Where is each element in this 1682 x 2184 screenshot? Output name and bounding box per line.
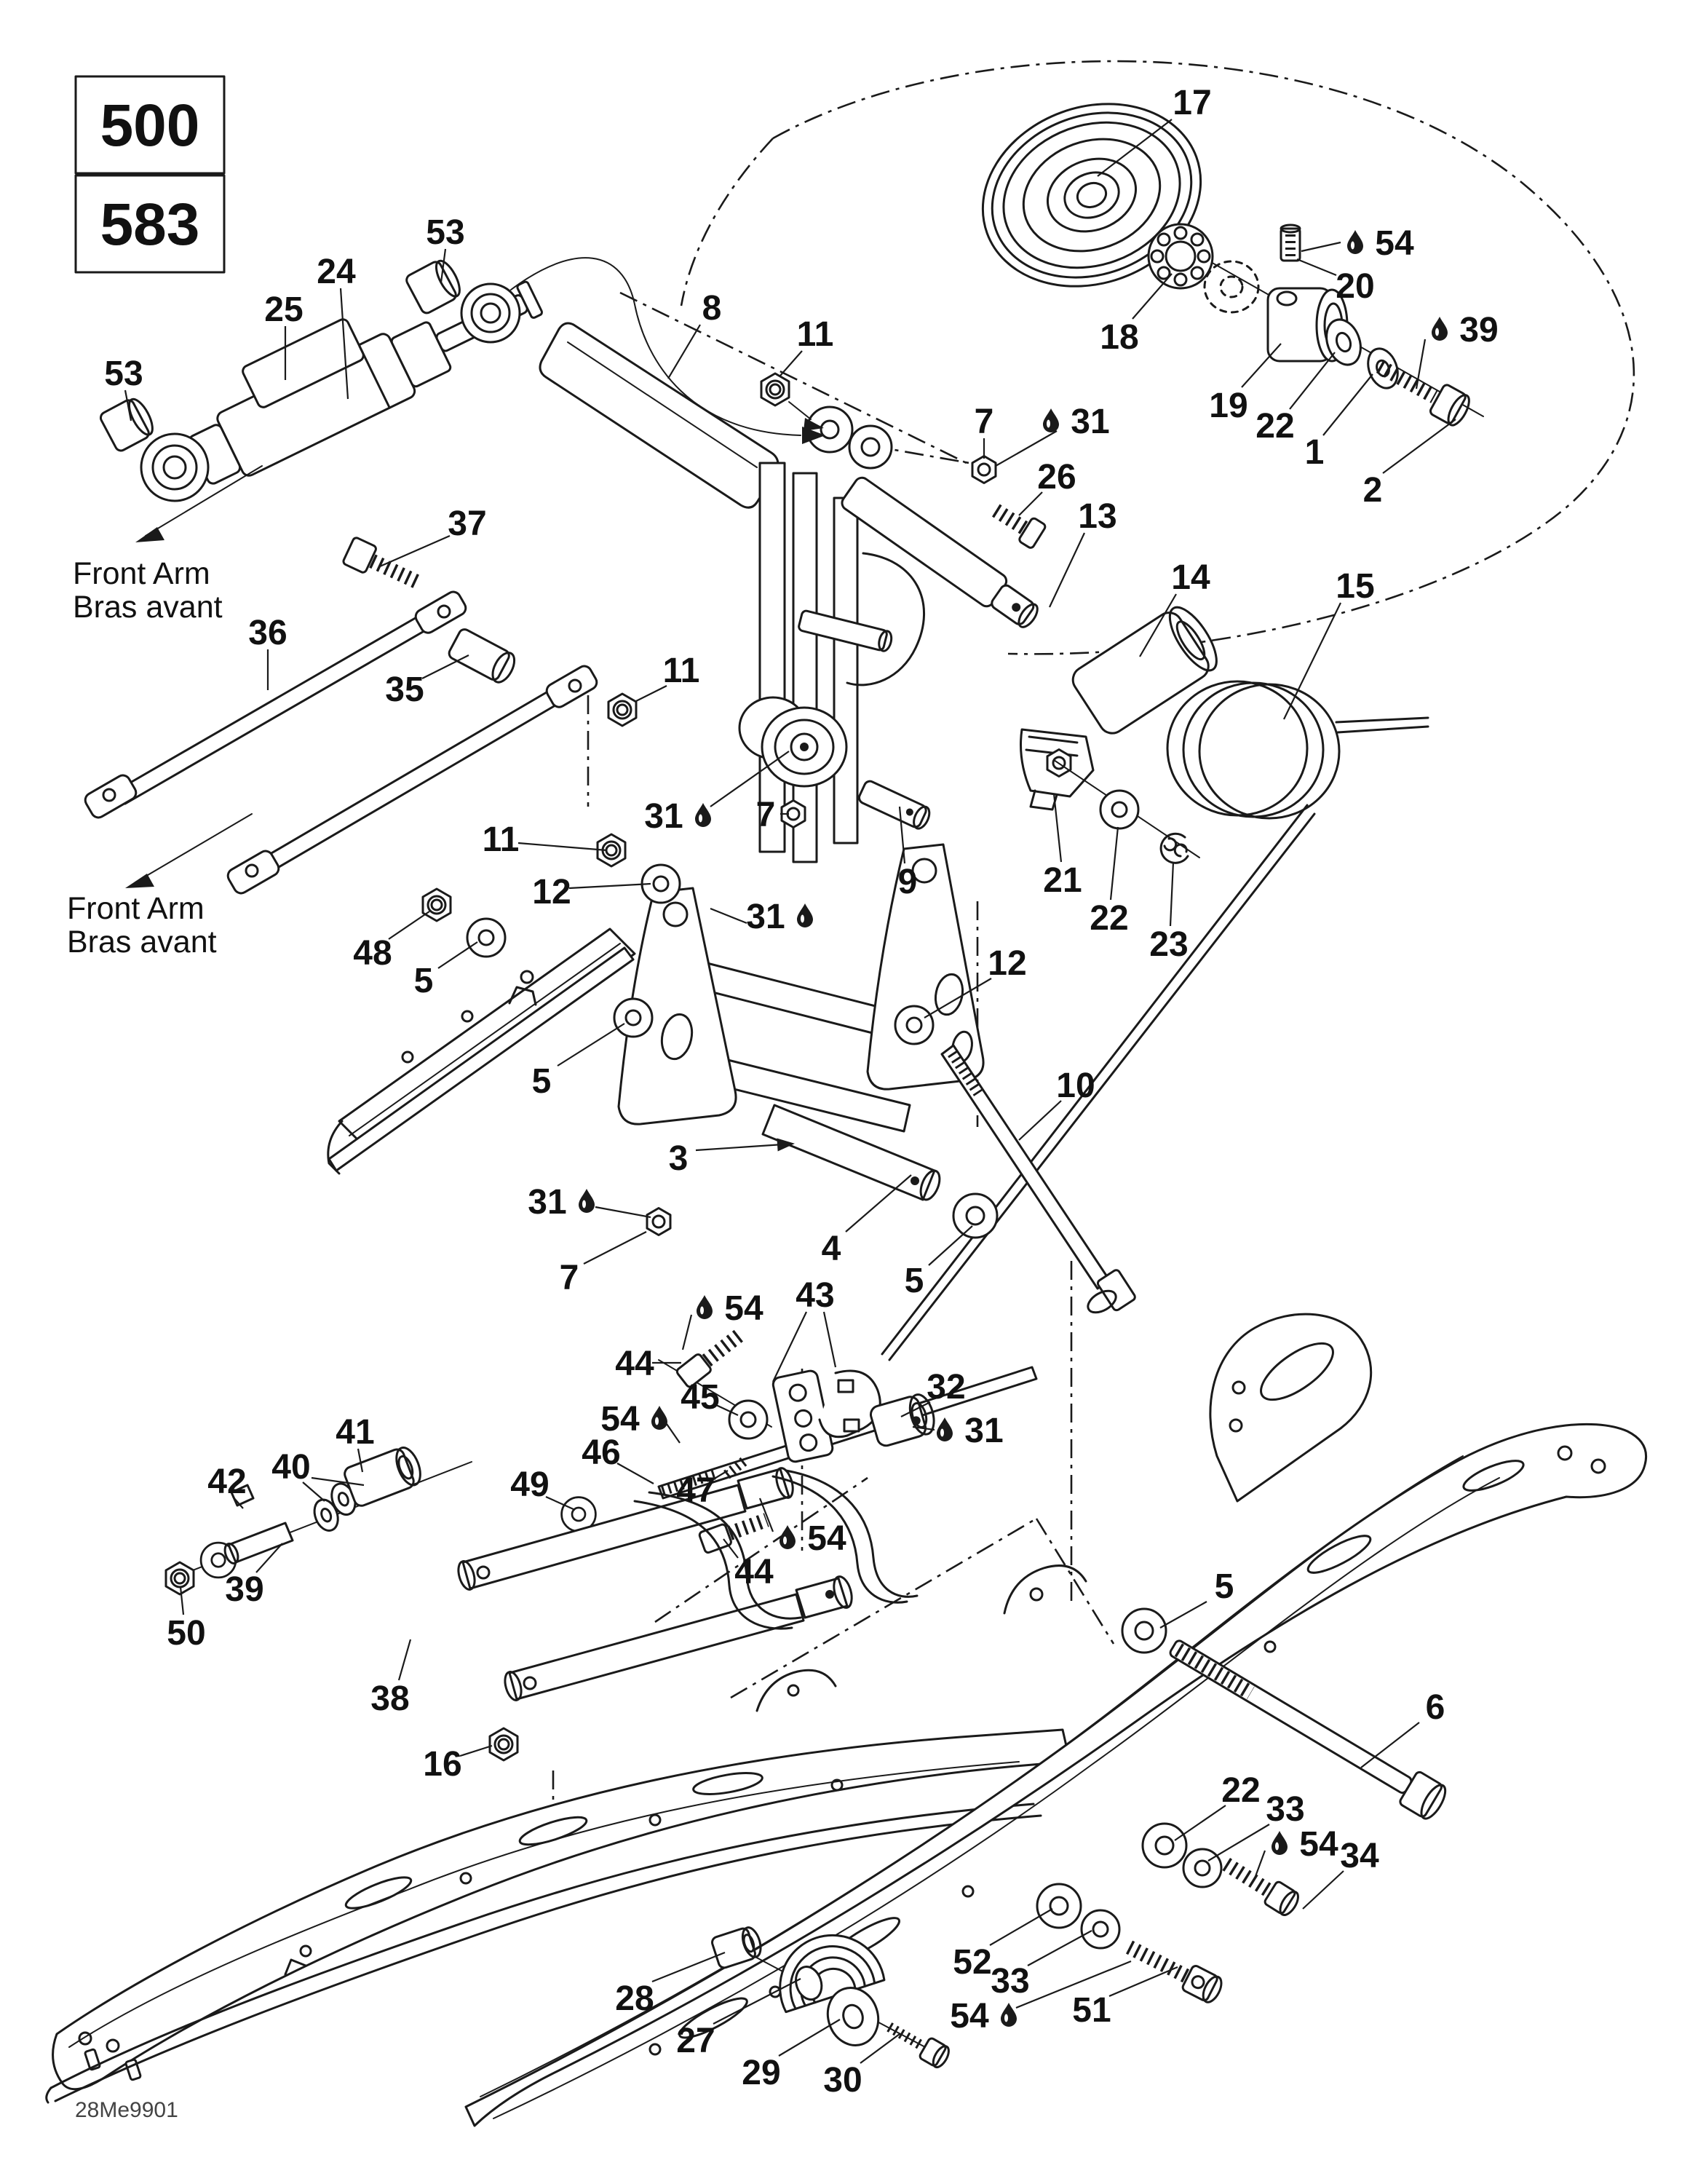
- callout-37: 37: [448, 505, 487, 543]
- leader-line-33: [1028, 1931, 1092, 1966]
- bushing-53-upper: [405, 256, 465, 315]
- callout-31: 31: [964, 1412, 1004, 1450]
- callout-52: 52: [953, 1943, 992, 1982]
- washer-22-mid: [1100, 791, 1138, 828]
- callout-6: 6: [1425, 1688, 1445, 1727]
- leader-line-35: [422, 655, 469, 678]
- oil-drop-icon: [579, 1189, 595, 1213]
- leader-line-1: [1323, 374, 1373, 435]
- front-arm-note1-fr: Bras avant: [73, 590, 223, 625]
- callout-27: 27: [676, 2022, 715, 2060]
- callout-28: 28: [615, 1979, 654, 2018]
- bearing-18: [1149, 224, 1213, 288]
- oil-drop-icon: [1432, 317, 1448, 341]
- callout-7: 7: [559, 1259, 579, 1297]
- leader-line-54: [683, 1315, 691, 1350]
- leader-line-15: [1284, 603, 1341, 719]
- callout-31: 31: [746, 898, 785, 936]
- oil-drop-icon: [1272, 1831, 1288, 1855]
- leader-line-12: [569, 884, 651, 888]
- leader-line-43: [824, 1312, 836, 1367]
- set-screw-20: [1281, 225, 1300, 261]
- screw-30: [884, 2017, 952, 2070]
- callout-12: 12: [532, 873, 571, 911]
- oil-drop-icon: [1001, 2003, 1017, 2027]
- callout-39: 39: [1459, 311, 1499, 349]
- callout-33: 33: [991, 1962, 1030, 2001]
- leader-line-2: [1383, 419, 1456, 473]
- oil-drop-icon: [937, 1417, 953, 1441]
- oil-drop-icon: [697, 1295, 713, 1319]
- callout-54: 54: [600, 1400, 640, 1439]
- leader-line-11: [780, 351, 802, 376]
- callout-7: 7: [974, 403, 994, 441]
- callout-54: 54: [807, 1519, 846, 1558]
- leader-line-11: [518, 843, 607, 850]
- callout-11: 11: [662, 652, 700, 690]
- callout-43: 43: [796, 1276, 835, 1315]
- callout-5: 5: [413, 962, 434, 1000]
- callout-34: 34: [1340, 1837, 1379, 1875]
- callout-38: 38: [370, 1679, 410, 1718]
- callout-51: 51: [1072, 1991, 1111, 2030]
- bolt-6: [1164, 1631, 1450, 1822]
- leader-line-5: [1160, 1602, 1207, 1628]
- callout-54: 54: [950, 1997, 989, 2035]
- bushing-41: [343, 1444, 425, 1508]
- callout-54: 54: [724, 1289, 763, 1328]
- leader-line-5: [558, 1024, 624, 1066]
- callout-40: 40: [271, 1448, 311, 1487]
- callout-21: 21: [1043, 861, 1082, 900]
- callout-44: 44: [615, 1345, 654, 1383]
- grommet-16: [490, 1728, 517, 1760]
- callout-54: 54: [1299, 1825, 1338, 1864]
- front-arm-note1-en: Front Arm: [73, 556, 210, 591]
- callout-45: 45: [681, 1378, 720, 1417]
- badge-583: 583: [100, 191, 200, 258]
- callout-5: 5: [904, 1262, 924, 1300]
- callout-31: 31: [1071, 403, 1110, 441]
- washer-5a: [467, 919, 505, 957]
- callout-48: 48: [353, 934, 392, 973]
- front-arm-note2-en: Front Arm: [67, 891, 205, 926]
- callout-14: 14: [1171, 558, 1210, 597]
- oil-drop-icon: [651, 1406, 667, 1430]
- callout-13: 13: [1078, 497, 1117, 536]
- bushing-35: [447, 628, 518, 686]
- clamp-half-hole: [838, 1380, 853, 1392]
- callout-17: 17: [1173, 84, 1212, 122]
- washer-5c: [953, 1194, 997, 1238]
- leader-line-19: [1242, 344, 1281, 387]
- oil-drop-icon: [1347, 230, 1363, 254]
- callout-19: 19: [1209, 387, 1248, 425]
- oil-drop-icon: [1043, 408, 1059, 432]
- callout-12: 12: [988, 944, 1027, 983]
- leader-line-6: [1361, 1722, 1419, 1768]
- leader-line-48: [389, 911, 429, 939]
- callout-33: 33: [1266, 1790, 1305, 1829]
- callout-11: 11: [796, 315, 834, 354]
- callout-9: 9: [897, 863, 918, 901]
- tensioner-21: [1021, 729, 1094, 810]
- leader-line-33: [1208, 1824, 1269, 1861]
- callout-1: 1: [1304, 433, 1325, 472]
- callout-49: 49: [510, 1465, 550, 1504]
- leader-line-21: [1054, 794, 1061, 862]
- callout-10: 10: [1056, 1067, 1095, 1105]
- rubber-stop-14: [1068, 600, 1226, 738]
- washer-5-rear: [1122, 1609, 1166, 1653]
- callout-31: 31: [644, 797, 683, 836]
- callout-25: 25: [264, 290, 304, 329]
- bolt-37: [342, 537, 424, 596]
- leader-line-54: [667, 1424, 680, 1443]
- oil-drop-icon: [695, 803, 711, 827]
- leader-line-5: [438, 942, 477, 968]
- callout-3: 3: [668, 1139, 689, 1178]
- leader-line-3: [696, 1144, 783, 1150]
- callout-22: 22: [1255, 407, 1295, 446]
- callout-42: 42: [207, 1463, 247, 1501]
- washer-22-rear: [1143, 1824, 1186, 1867]
- callout-44: 44: [734, 1553, 774, 1591]
- nut-11-mid: [608, 694, 636, 726]
- callout-11: 11: [482, 820, 520, 859]
- leader-line-22: [1175, 1805, 1226, 1840]
- callout-8: 8: [702, 289, 722, 328]
- leader-line-7: [584, 1232, 646, 1264]
- washer-52: [1037, 1884, 1081, 1928]
- callout-29: 29: [742, 2054, 781, 2092]
- leader-line-16: [460, 1746, 492, 1756]
- leader-line-38: [399, 1639, 410, 1680]
- pin-9: [857, 780, 932, 831]
- bolt-10: [942, 1045, 1136, 1317]
- leader-line-10: [1019, 1101, 1061, 1140]
- nut-11-top: [761, 373, 789, 405]
- nut-pointer-line: [789, 402, 811, 419]
- callout-23: 23: [1149, 925, 1189, 964]
- clamp-half-hole2: [844, 1420, 859, 1431]
- callout-15: 15: [1336, 567, 1375, 606]
- leader-line-54: [1255, 1851, 1265, 1878]
- callout-26: 26: [1037, 458, 1076, 496]
- model-badges: [76, 76, 224, 272]
- washer-5b: [614, 999, 652, 1037]
- screw-51: [1123, 1935, 1225, 2006]
- bolt-26: [988, 499, 1047, 549]
- callout-16: 16: [423, 1745, 462, 1784]
- oil-drop-icon: [797, 903, 813, 927]
- callout-30: 30: [823, 2061, 862, 2100]
- leader-line-13: [1050, 533, 1084, 607]
- washer-33b: [1082, 1910, 1119, 1948]
- callout-2: 2: [1362, 471, 1383, 510]
- callout-5: 5: [531, 1062, 552, 1101]
- callout-32: 32: [927, 1368, 966, 1406]
- leader-line-34: [1303, 1871, 1344, 1909]
- front-arm-note2-fr: Bras avant: [67, 925, 217, 960]
- callout-53: 53: [426, 213, 465, 252]
- callout-24: 24: [317, 253, 356, 291]
- washer-45: [729, 1401, 767, 1439]
- washer-12-right: [895, 1006, 933, 1044]
- callout-20: 20: [1336, 267, 1375, 306]
- badge-500: 500: [100, 92, 200, 159]
- leader-line-46: [617, 1463, 654, 1484]
- callout-50: 50: [167, 1614, 206, 1653]
- callout-36: 36: [248, 614, 287, 652]
- e-clip-23: [1161, 834, 1188, 863]
- shim-dashed: [1205, 261, 1258, 312]
- rail-end-bracket: [1210, 1314, 1371, 1501]
- leader-line-29: [779, 2019, 840, 2056]
- callout-47: 47: [676, 1471, 715, 1510]
- callout-41: 41: [336, 1413, 375, 1452]
- callout-7: 7: [755, 796, 776, 834]
- leader-line-37: [380, 536, 450, 566]
- leader-line-8: [668, 325, 700, 379]
- leader-line-31: [595, 1207, 651, 1217]
- callout-22: 22: [1221, 1771, 1261, 1810]
- nut-48: [423, 889, 451, 921]
- callout-39: 39: [225, 1570, 264, 1609]
- doc-code: 28Me9901: [75, 2098, 178, 2122]
- callout-54: 54: [1375, 224, 1414, 263]
- nut-50: [166, 1562, 194, 1594]
- callout-31: 31: [528, 1183, 567, 1222]
- leader-line-51: [1109, 1967, 1178, 1996]
- callout-4: 4: [821, 1230, 841, 1268]
- oil-drop-icon: [779, 1525, 796, 1549]
- leader-line-22: [1111, 827, 1118, 900]
- leader-line-11: [635, 686, 667, 702]
- callout-5: 5: [1214, 1567, 1234, 1606]
- leader-line-20: [1297, 259, 1336, 275]
- leader-line-31: [710, 909, 747, 923]
- callout-18: 18: [1100, 318, 1139, 357]
- leader-line-18: [1132, 274, 1172, 319]
- leader-line-4: [846, 1175, 911, 1232]
- leader-line-23: [1170, 862, 1173, 926]
- callout-35: 35: [385, 670, 424, 709]
- callout-53: 53: [104, 355, 143, 393]
- leader-line-52: [990, 1909, 1052, 1945]
- nut-7-top: [972, 456, 996, 483]
- callout-46: 46: [582, 1433, 621, 1472]
- washer-33a: [1183, 1849, 1221, 1887]
- callout-22: 22: [1090, 899, 1129, 938]
- nut-7-low: [647, 1208, 670, 1235]
- leader-line-54: [1301, 242, 1341, 251]
